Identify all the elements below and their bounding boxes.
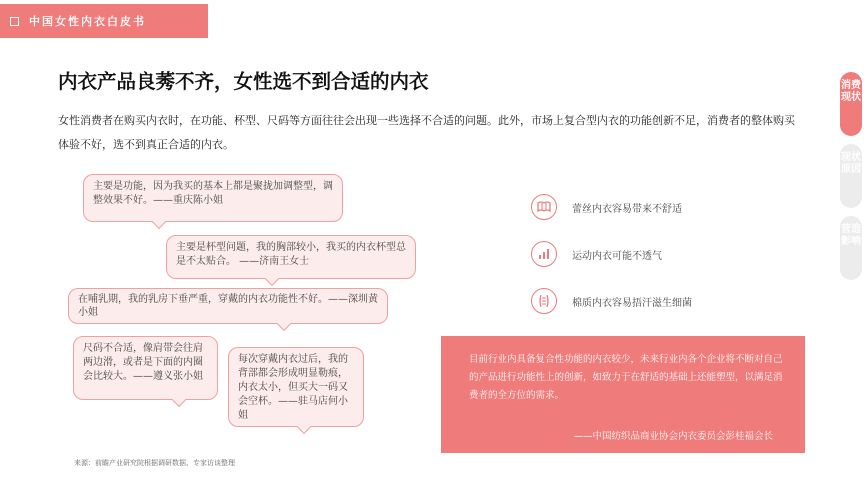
quote-text: 主要是杯型问题，我的胸部较小，我买的内衣杯型总是不太贴合。 ——济南王女士 <box>176 242 406 267</box>
bar-chart-icon <box>531 241 557 267</box>
bubble-tail <box>277 317 291 331</box>
side-nav <box>840 72 864 288</box>
fabric-icon <box>531 288 557 314</box>
quote-bubble-5 <box>228 347 364 427</box>
source-note: 来源：前瞻产业研究院根据调研数据、专家访谈整理 <box>74 459 235 467</box>
reason-text: 棉质内衣容易捂汗滋生细菌 <box>572 297 692 309</box>
quote-bubble-3 <box>68 288 388 324</box>
reason-item-lace <box>531 194 682 220</box>
quote-text: 主要是功能，因为我买的基本上都是聚拢加调整型，调整效果不好。——重庆陈小姐 <box>93 181 333 206</box>
bubble-tail <box>297 420 311 434</box>
section-header-tab <box>0 4 208 38</box>
square-icon <box>10 17 19 26</box>
side-tab-consumption-status[interactable]: 消费现状 <box>840 72 862 136</box>
quote-text: 在哺乳期，我的乳房下垂严重，穿戴的内衣功能性不好。——深圳黄小姐 <box>78 294 378 318</box>
quote-bubble-4 <box>73 336 218 400</box>
quote-text: 每次穿戴内衣过后，我的背部都会形成明显勒痕，内衣太小，但买大一码又会空杯。——驻马店何小姐 <box>238 354 348 421</box>
bubble-tail <box>265 272 279 286</box>
lace-icon <box>531 194 557 220</box>
reason-item-cotton <box>531 288 692 314</box>
page-description: 女性消费者在购买内衣时，在功能、杯型、尺码等方面往往会出现一些选择不合适的问题。此外，市场上复合型内衣的功能创新不足，消费者的整体购买体验不好，选不到真正合适的内衣。 <box>58 114 795 151</box>
quote-bubble-2 <box>166 235 416 279</box>
quote-text: 尺码不合适，像肩带会往肩两边滑，或者是下面的内圈会比较大。——遵义张小姐 <box>83 343 203 382</box>
reason-text: 运动内衣可能不透气 <box>572 250 662 262</box>
reason-item-sports <box>531 241 662 267</box>
reason-text: 蕾丝内衣容易带来不舒适 <box>572 203 682 215</box>
quote-bubble-1 <box>83 174 343 222</box>
side-tab-impact[interactable]: 营造影响 <box>840 216 862 280</box>
expert-quote-text: 目前行业内具备复合性功能的内衣较少，未来行业内各个企业将不断对自己的产品进行功能性上的创新，如致力于在舒适的基础上还能塑型，以满足消费者的全方位的需求。 <box>469 354 783 401</box>
expert-quote-box <box>441 336 805 453</box>
bubble-tail <box>152 215 166 229</box>
side-tab-status-reasons[interactable]: 现状原因 <box>840 144 862 208</box>
page-title: 内衣产品良莠不齐，女性选不到合适的内衣 <box>58 70 429 93</box>
bubble-tail <box>172 393 186 407</box>
expert-quote-signature: ——中国纺织品商业协会内衣委员会彭桂福会长 <box>573 431 773 442</box>
section-header-label: 中国女性内衣白皮书 <box>29 15 146 28</box>
